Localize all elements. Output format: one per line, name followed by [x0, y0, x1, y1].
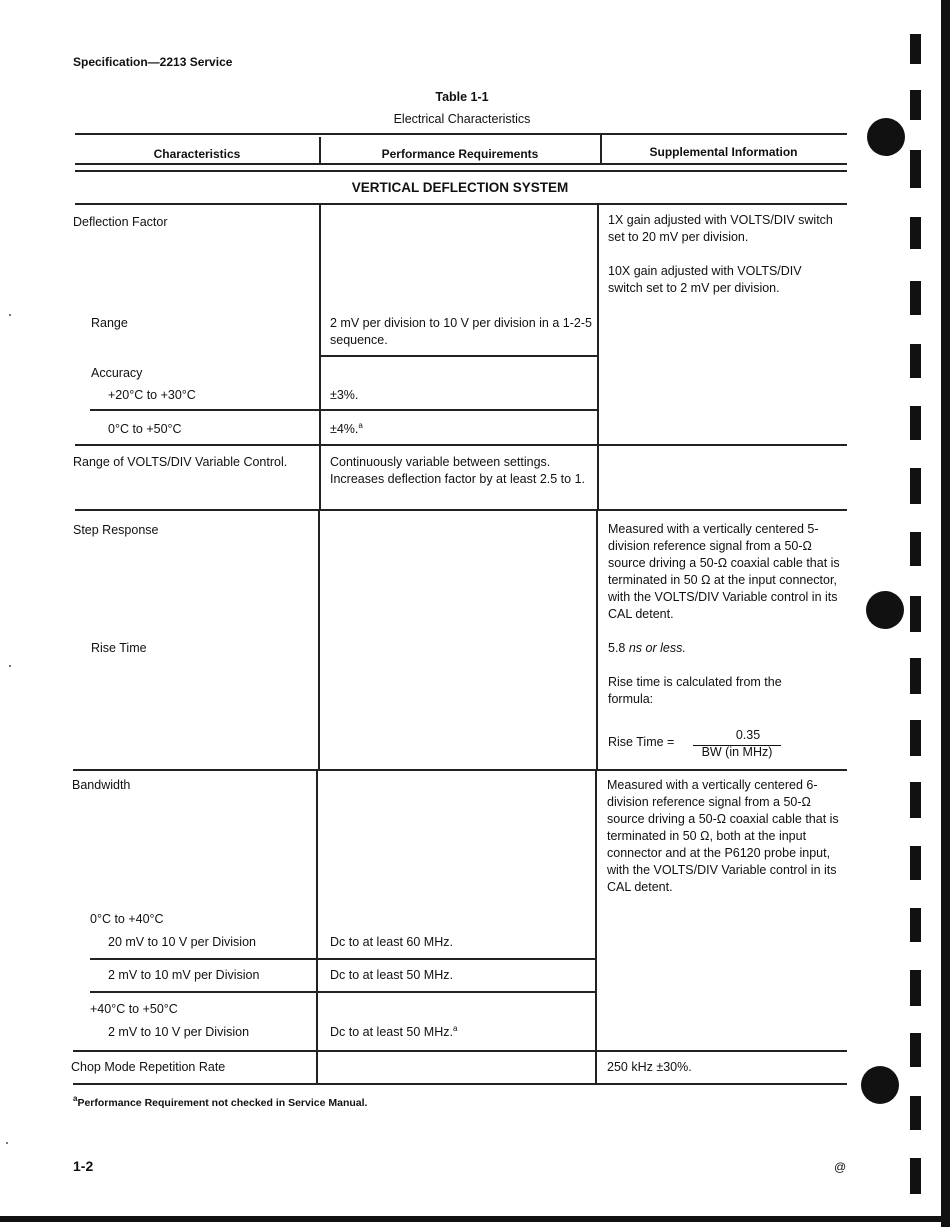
rule [75, 203, 847, 205]
index-tick [910, 1158, 921, 1194]
index-tick [910, 90, 921, 120]
column-header-characteristics: Characteristics [153, 147, 241, 161]
rule [75, 170, 847, 172]
column-divider [597, 444, 599, 509]
row-label-range: Range [91, 316, 128, 330]
index-tick [910, 281, 921, 315]
formula-numerator: 0.35 [735, 728, 761, 742]
supp-deflection-1x: 1X gain adjusted with VOLTS/DIV switch set to 20 mV per division. [608, 213, 833, 244]
rule [73, 1050, 847, 1052]
index-tick [910, 782, 921, 818]
rule [90, 991, 595, 993]
index-tick [910, 1096, 921, 1130]
scan-bottom-bar [0, 1216, 950, 1222]
rule [90, 409, 597, 411]
rule [73, 769, 847, 771]
punch-hole [867, 118, 905, 156]
index-tick [910, 970, 921, 1006]
index-tick [910, 908, 921, 942]
column-header-performance: Performance Requirements [381, 147, 539, 161]
accuracy-temp-1: +20°C to +30°C [108, 388, 196, 402]
index-tick [910, 344, 921, 378]
row-label-step-response: Step Response [73, 523, 159, 537]
row-label-bandwidth: Bandwidth [72, 778, 131, 792]
index-tick [910, 658, 921, 694]
rule [75, 163, 847, 165]
column-header-supplemental: Supplemental Information [649, 145, 798, 159]
rule [73, 1083, 847, 1085]
perf-accuracy-1: ±3%. [330, 388, 359, 402]
rule [320, 355, 597, 357]
rule [90, 958, 595, 960]
perf-bandwidth-1: Dc to at least 60 MHz. [330, 935, 453, 949]
rule [75, 444, 847, 446]
index-tick [910, 532, 921, 566]
scan-speck [9, 665, 11, 667]
footnote-marker: a [73, 1094, 78, 1103]
index-tick [910, 720, 921, 756]
row-label-chop-mode: Chop Mode Repetition Rate [71, 1060, 226, 1074]
index-tick [910, 468, 921, 504]
scan-edge-bar [941, 0, 950, 1227]
index-tick [910, 846, 921, 880]
column-divider [597, 204, 599, 444]
supp-rise-time-value: 5.8 ns or less. [608, 641, 686, 655]
row-label-deflection-factor: Deflection Factor [73, 215, 168, 229]
perf-range: 2 mV per division to 10 V per division in a 1-2-5 sequence. [330, 316, 592, 347]
footnote-ref: a [358, 421, 363, 430]
footer-mark: @ [834, 1160, 847, 1174]
index-tick [910, 1033, 921, 1067]
punch-hole [866, 591, 904, 629]
section-heading: VERTICAL DEFLECTION SYSTEM [351, 180, 569, 195]
running-header: Specification—2213 Service [73, 55, 233, 69]
rule [75, 133, 847, 135]
supp-rise-time-note: Rise time is calculated from the formula: [608, 675, 782, 706]
scan-speck [9, 314, 11, 316]
perf-accuracy-2: ±4%.$^a$ [330, 421, 363, 436]
footnote-ref: a [452, 1024, 458, 1033]
perf-variable: Continuously variable between settings. Increases deflection factor by at least 2.5 to 1. [330, 455, 586, 486]
rule [75, 509, 847, 511]
page-number: 1-2 [73, 1158, 94, 1174]
row-label-accuracy: Accuracy [91, 366, 143, 380]
supp-bandwidth: Measured with a vertically centered 6-division reference signal from a 50-Ω source driving a 50-Ω coaxial cable that is terminated in 50 Ω, both at the input connector and at the P6120 probe input, with the VOLTS/DIV Variable control in its CAL detent. [607, 778, 839, 894]
column-divider [316, 770, 318, 1084]
formula-denominator: BW (in MHz) [701, 745, 773, 759]
column-divider [595, 770, 597, 1084]
accuracy-temp-2: 0°C to +50°C [108, 422, 182, 436]
bandwidth-range-2: 2 mV to 10 mV per Division [108, 968, 260, 982]
formula-lhs: Rise Time = [608, 735, 675, 749]
column-divider [596, 509, 598, 770]
supp-chop-mode: 250 kHz ±30%. [607, 1060, 692, 1074]
supp-step-response: Measured with a vertically centered 5-division reference signal from a 50-Ω source driving a 50-Ω coaxial cable that is terminated in 50 Ω at the input connector, with the VOLTS/DIV Variable control in its CAL detent. [608, 522, 840, 621]
index-tick [910, 596, 921, 632]
index-tick [910, 406, 921, 440]
column-divider [318, 509, 320, 770]
scan-speck [6, 1142, 8, 1144]
bandwidth-range-1: 20 mV to 10 V per Division [108, 935, 256, 949]
row-label-variable: Range of VOLTS/DIV Variable Control. [73, 455, 288, 469]
bandwidth-temp-1: 0°C to +40°C [90, 912, 164, 926]
table-footnote: $^a$Performance Requirement not checked in Service Manual. [73, 1094, 368, 1109]
perf-bandwidth-3: Dc to at least 50 MHz.$^a$ [330, 1024, 458, 1039]
perf-bandwidth-2: Dc to at least 50 MHz. [330, 968, 453, 982]
table-number: Table 1-1 [435, 90, 489, 104]
table-caption: Electrical Characteristics [393, 112, 531, 126]
index-tick [910, 34, 921, 64]
index-tick [910, 150, 921, 188]
row-label-rise-time: Rise Time [91, 641, 147, 655]
index-tick [910, 217, 921, 249]
bandwidth-temp-2: +40°C to +50°C [90, 1002, 178, 1016]
column-divider [319, 204, 321, 444]
supp-deflection-10x: 10X gain adjusted with VOLTS/DIV switch set to 2 mV per division. [608, 264, 802, 295]
punch-hole [861, 1066, 899, 1104]
column-divider [319, 444, 321, 509]
bandwidth-range-3: 2 mV to 10 V per Division [108, 1025, 250, 1039]
